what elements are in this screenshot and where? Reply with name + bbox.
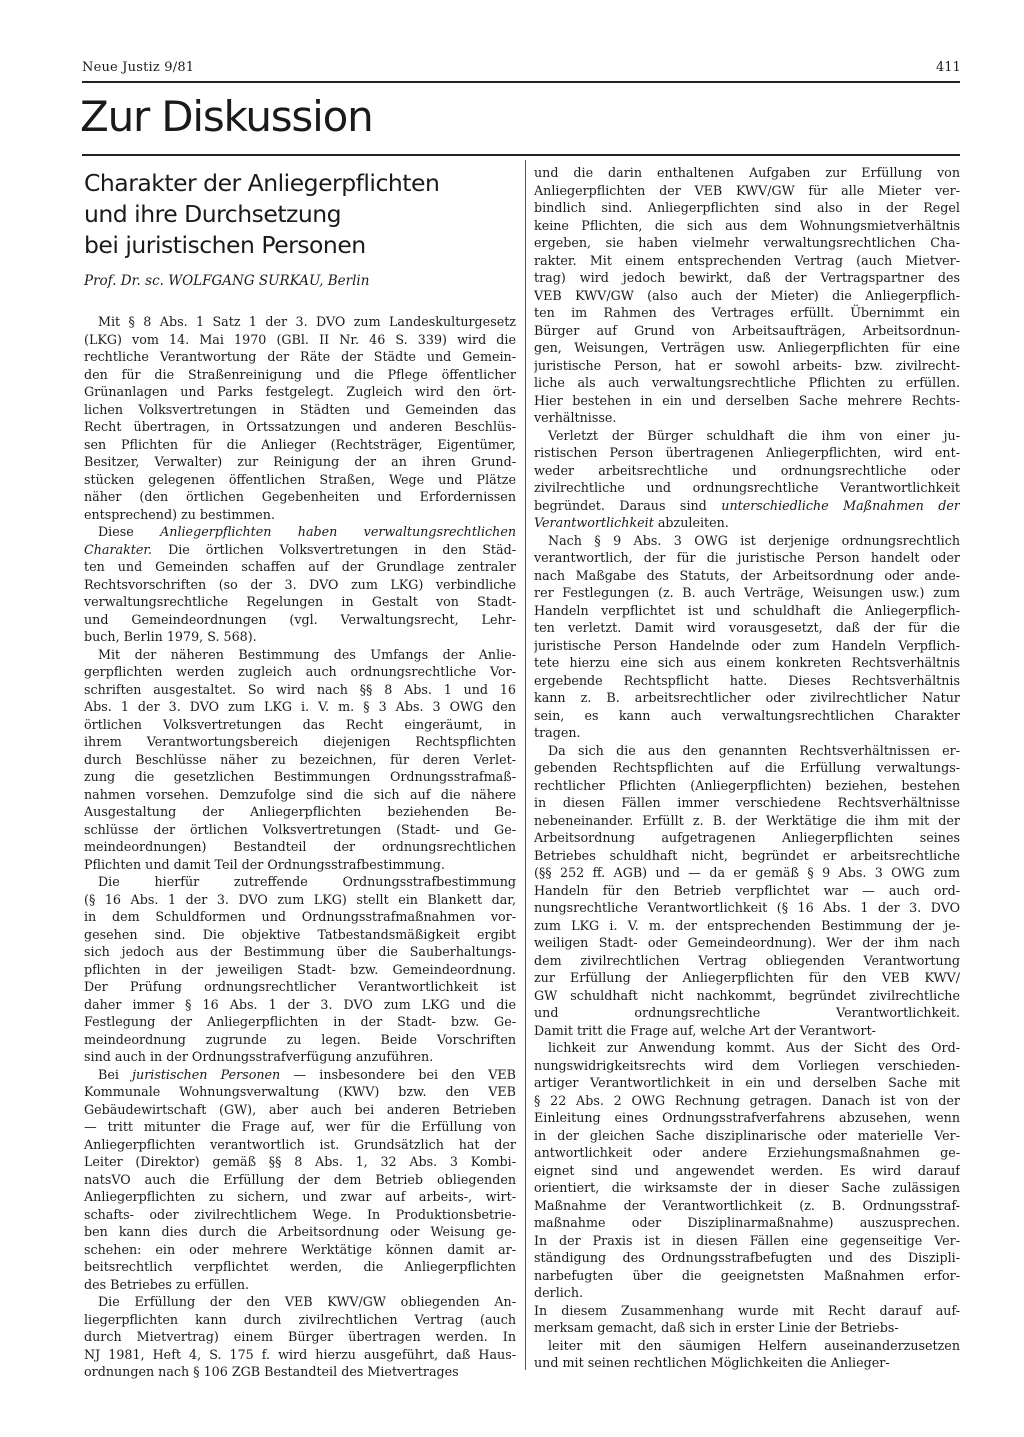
text-line: Pflichten und damit Teil der Ordnungsstrafbestimmung.	[84, 856, 445, 872]
text-line: Abs. 1 der 3. DVO zum LKG i. V. m. § 3 Abs. 3 OWG den	[84, 699, 516, 714]
text-line: zivilrechtliche und ordnungsrechtliche Verantwortlichkeit	[534, 480, 960, 495]
text-line: Betriebes schuldhaft nicht, begründet er arbeitsrechtliche	[534, 847, 960, 863]
column-divider	[525, 160, 526, 1370]
text-line: Besitzer, Verwalter) zur Reinigung der an ihren Grund-	[84, 454, 516, 469]
text-line: Recht übertragen, in Ortssatzungen und anderen Beschlüs-	[84, 419, 516, 434]
text-line: Rechtsvorschriften (so der 3. DVO zum LKG) verbindliche	[84, 576, 516, 592]
text-line: juristische Person Handelnde oder zum Handeln Verpflich-	[534, 637, 960, 653]
text-line: tete hierzu eine sich aus einem konkreten Rechtsverhältnis	[534, 655, 960, 670]
text-line: Maßnahme der Verantwortlichkeit (z. B. Ordnungsstraf-	[534, 1197, 960, 1213]
text-line: Verletzt der Bürger schuldhaft die ihm von einer ju-	[548, 427, 960, 443]
text-line: leiter mit den säumigen Helfern auseinanderzusetzen	[548, 1337, 960, 1353]
text-line: GW schuldhaft nicht nachkommt, begründet zivilrechtliche	[534, 987, 960, 1003]
text-line: liegerpflichten kann durch zivilrechtlichen Vertrag (auch	[84, 1311, 516, 1327]
text-line: Die Erfüllung der den VEB KWV/GW obliegenden An-	[98, 1294, 516, 1309]
text-line: ständigung des Ordnungsstrafbefugten und des Diszipli-	[534, 1250, 960, 1265]
text-line: nungsrechtliche Verantwortlichkeit (§ 16 Abs. 1 der 3. DVO	[534, 900, 960, 915]
text-line: Bei juristischen Personen — insbesondere bei den VEB	[98, 1066, 516, 1082]
text-line: schehen: ein oder mehrere Werktätige können damit ar-	[84, 1241, 516, 1257]
text-line: Verantwortlichkeit abzuleiten.	[534, 515, 729, 530]
text-line: orientiert, die wirksamste der in dieser Sache zulässigen	[534, 1180, 960, 1195]
text-line: rechtlicher Pflichten (Anliegerpflichten) beziehen, bestehen	[534, 777, 960, 793]
text-line: Die hierfür zutreffende Ordnungsstrafbestimmung	[98, 874, 516, 889]
text-line: keine Pflichten, die sich aus dem Wohnungsmietverhältnis	[534, 217, 960, 233]
text-line: Mit § 8 Abs. 1 Satz 1 der 3. DVO zum Landeskulturgesetz	[98, 314, 516, 329]
text-line: ten verletzt. Damit wird vorausgesetzt, daß der für die	[534, 620, 960, 635]
text-line: Hier bestehen in ein und derselben Sache mehrere Rechts-	[534, 392, 960, 408]
text-line: merksam gemacht, daß sich in erster Linie der Betriebs-	[534, 1320, 899, 1335]
text-line: NJ 1981, Heft 4, S. 175 f. wird hierzu ausgeführt, daß Haus-	[84, 1346, 516, 1362]
text-line: tragen.	[534, 725, 581, 740]
section-title: Zur Diskussion	[80, 92, 373, 141]
text-line: In diesem Zusammenhang wurde mit Recht darauf auf-	[534, 1302, 960, 1318]
text-line: durch Mietvertrag) einem Bürger übertragen werden. In	[84, 1329, 516, 1344]
text-line: zur Erfüllung der Anliegerpflichten für den VEB KWV/	[534, 970, 960, 985]
text-line: artiger Verantwortlichkeit in ein und derselben Sache mit	[534, 1075, 960, 1090]
text-line: Da sich die aus den genannten Rechtsverhältnissen er-	[548, 742, 960, 758]
text-line: und ordnungsrechtliche Verantwortlichkeit.	[534, 1005, 960, 1020]
text-line: Einleitung eines Ordnungsstrafverfahrens abzusehen, wenn	[534, 1110, 960, 1125]
text-line: Damit tritt die Frage auf, welche Art der Verantwort-	[534, 1022, 876, 1038]
page-number: 411	[936, 60, 961, 75]
text-line: liche als auch verwaltungsrechtliche Pflichten zu erfüllen.	[534, 375, 960, 390]
text-line: pflichten in der jeweiligen Stadt- bzw. Gemeindeordnung.	[84, 961, 516, 977]
article-title-line: Charakter der Anliegerpflichten	[84, 169, 440, 197]
article-author: Prof. Dr. sc. WOLFGANG SURKAU, Berlin	[84, 273, 370, 289]
text-line: ten im Rahmen des Vertrages erfüllt. Übernimmt ein	[534, 305, 960, 320]
text-line: den für die Straßenreinigung und die Pflege öffentlicher	[84, 366, 516, 382]
text-line: ihrem Verantwortungsbereich diejenigen Rechtspflichten	[84, 734, 516, 749]
text-line: weder arbeitsrechtliche und ordnungsrechtliche oder	[534, 462, 960, 478]
text-line: Festlegung der Anliegerpflichten in der Stadt- bzw. Ge-	[84, 1014, 516, 1029]
text-line: rakter. Mit einem entsprechenden Vertrag (auch Mietver-	[534, 252, 960, 268]
text-line: maßnahme oder Disziplinarmaßnahme) auszusprechen.	[534, 1215, 960, 1230]
text-line: und Gemeindeordnungen (vgl. Verwaltungsrecht, Lehr-	[84, 611, 516, 627]
text-line: durch Beschlüsse näher zu bezeichnen, für deren Verlet-	[84, 751, 516, 767]
text-line: des Betriebes zu erfüllen.	[84, 1276, 250, 1292]
text-line: juristische Person, hat er sowohl arbeits- bzw. zivilrecht-	[534, 357, 960, 373]
text-line: bindlich sind. Anliegerpflichten sind also in der Regel	[534, 200, 960, 215]
text-line: entsprechend) zu bestimmen.	[84, 506, 276, 522]
text-line: nahmen vorsehen. Demzufolge sind die sich auf die nähere	[84, 786, 516, 802]
text-line: Der Prüfung ordnungsrechtlicher Verantwortlichkeit ist	[84, 979, 516, 994]
text-line: verantwortlich, der für die juristische Person handelt oder	[534, 550, 960, 565]
text-line: trag) wird jedoch bewirkt, daß der Vertragspartner des	[534, 270, 960, 285]
text-line: — tritt mitunter die Frage auf, wer für die Erfüllung von	[84, 1119, 516, 1134]
text-line: (§§ 252 ff. AGB) und — da er gemäß § 9 Abs. 3 OWG zum	[534, 865, 960, 880]
text-line: daher immer § 16 Abs. 1 der 3. DVO zum LKG und die	[84, 996, 516, 1012]
text-line: eignet sind und angewendet werden. Es wird darauf	[534, 1162, 960, 1178]
text-line: sein, es kann auch verwaltungsrechtlichen Charakter	[534, 707, 960, 723]
text-line: Anliegerpflichten verantwortlich ist. Grundsätzlich hat der	[84, 1136, 516, 1152]
text-line: meindeordnung zugrunde zu legen. Beide Vorschriften	[84, 1031, 516, 1047]
text-line: dem zivilrechtlichen Vertrag obliegenden Verantwortung	[534, 952, 960, 968]
text-line: Gebäudewirtschaft (GW), aber auch bei anderen Betrieben	[84, 1101, 516, 1117]
text-line: nungswidrigkeitsrechts wird dem Vorliegen verschieden-	[534, 1057, 960, 1073]
text-line: kann z. B. arbeitsrechtlicher oder zivilrechtlicher Natur	[534, 690, 960, 705]
text-line: (§ 16 Abs. 1 der 3. DVO zum LKG) stellt ein Blankett dar,	[84, 891, 516, 907]
text-line: lichkeit zur Anwendung kommt. Aus der Sicht des Ord-	[548, 1040, 960, 1055]
text-line: und mit seinen rechtlichen Möglichkeiten die Anlieger-	[534, 1355, 890, 1370]
text-line: ergeben, sie haben vielmehr verwaltungsrechtlichen Cha-	[534, 235, 960, 250]
text-line: narbefugten über die geeignetsten Maßnahmen erfor-	[534, 1267, 960, 1283]
article-title-line: bei juristischen Personen	[84, 231, 366, 259]
left-text-column	[84, 313, 516, 1381]
text-line: und die darin enthaltenen Aufgaben zur Erfüllung von	[534, 165, 960, 180]
text-line: Kommunale Wohnungsverwaltung (KWV) bzw. den VEB	[84, 1084, 516, 1099]
text-line: schafts- oder zivilrechtlichem Wege. In Produktionsbetrie-	[84, 1206, 516, 1222]
text-line: In der Praxis ist in diesen Fällen eine gegenseitige Ver-	[534, 1232, 960, 1248]
text-line: in dem Schuldformen und Ordnungsstrafmaßnahmen vor-	[84, 909, 516, 924]
text-line: näher (den örtlichen Gegebenheiten und Erfordernissen	[84, 489, 516, 504]
text-line: ergebende Rechtspflicht hatte. Dieses Rechtsverhältnis	[534, 672, 960, 688]
text-line: verhältnisse.	[534, 410, 617, 425]
text-line: beitsrechtlich verpflichtet werden, die Anliegerpflichten	[84, 1259, 516, 1274]
text-line: nach Maßgabe des Statuts, der Arbeitsordnung oder ande-	[534, 567, 960, 583]
article-title-line: und ihre Durchsetzung	[84, 200, 342, 228]
text-line: buch, Berlin 1979, S. 568).	[84, 629, 257, 644]
text-line: begründet. Daraus sind unterschiedliche Maßnahmen der	[534, 497, 960, 513]
text-line: in der gleichen Sache disziplinarische oder materielle Ver-	[534, 1127, 960, 1143]
text-line: ordnungen nach § 106 ZGB Bestandteil des Mietvertrages	[84, 1364, 459, 1379]
text-line: schriften ausgestaltet. So wird nach §§ 8 Abs. 1 und 16	[84, 681, 516, 697]
text-line: Ausgestaltung der Anliegerpflichten beziehenden Be-	[84, 804, 516, 819]
text-line: antwortlichkeit oder andere Erziehungsmaßnahmen ge-	[534, 1145, 960, 1160]
text-line: rer Festlegungen (z. B. auch Verträge, Weisungen usw.) zum	[534, 585, 960, 600]
text-line: Charakter. Die örtlichen Volksvertretungen in den Städ-	[84, 541, 516, 557]
text-line: § 22 Abs. 2 OWG Rechnung getragen. Danach ist von der	[534, 1092, 960, 1108]
text-line: ristischen Person übertragenen Anliegerpflichten, wird ent-	[534, 445, 960, 460]
text-line: weiligen Stadt- oder Gemeindeordnung). Wer der ihm nach	[534, 935, 960, 950]
text-line: Arbeitsordnung aufgetragenen Anliegerpflichten seines	[534, 830, 960, 845]
text-line: ben kann dies durch die Arbeitsordnung oder Weisung ge-	[84, 1224, 516, 1239]
header-rule	[82, 81, 960, 83]
text-line: verwaltungsrechtliche Regelungen in Gestalt von Stadt-	[84, 594, 516, 609]
text-line: meindeordnungen) Bestandteil der ordnungsrechtlichen	[84, 839, 516, 854]
text-line: stücken gelegenen öffentlichen Straßen, Wege und Plätze	[84, 471, 516, 487]
text-line: Grünanlagen und Parks festgelegt. Zugleich wird den ört-	[84, 384, 516, 399]
text-line: sind auch in der Ordnungsstrafverfügung anzuführen.	[84, 1049, 434, 1064]
text-line: Mit der näheren Bestimmung des Umfangs der Anlie-	[98, 646, 516, 662]
text-line: Handeln für den Betrieb verpflichtet war — auch ord-	[534, 882, 960, 898]
section-rule	[82, 154, 960, 156]
text-line: Anliegerpflichten zu sichern, und zwar auf arbeits-, wirt-	[84, 1189, 516, 1204]
text-line: Bürger auf Grund von Arbeitsaufträgen, Arbeitsordnun-	[534, 322, 960, 338]
right-text-column	[534, 164, 960, 1372]
text-line: Nach § 9 Abs. 3 OWG ist derjenige ordnungsrechtlich	[548, 532, 960, 548]
text-line: Leiter (Direktor) gemäß §§ 8 Abs. 1, 32 Abs. 3 Kombi-	[84, 1154, 516, 1169]
text-line: nebeneinander. Erfüllt z. B. der Werktätige die ihm mit der	[534, 812, 960, 828]
text-line: Diese Anliegerpflichten haben verwaltungsrechtlichen	[98, 524, 516, 539]
text-line: Anliegerpflichten der VEB KWV/GW für alle Mieter ver-	[534, 182, 960, 198]
text-line: (LKG) vom 14. Mai 1970 (GBl. II Nr. 46 S. 339) wird die	[84, 331, 516, 347]
text-line: gesehen sind. Die objektive Tatbestandsmäßigkeit ergibt	[84, 926, 516, 942]
text-line: gerpflichten werden zugleich auch ordnungsrechtliche Vor-	[84, 664, 516, 679]
text-line: sen Pflichten für die Anlieger (Rechtsträger, Eigentümer,	[84, 436, 516, 452]
text-line: zung die gesetzlichen Bestimmungen Ordnungsstrafmaß-	[84, 769, 516, 784]
text-line: zum LKG i. V. m. der entsprechenden Bestimmung der je-	[534, 917, 960, 933]
running-head: Neue Justiz 9/81	[82, 60, 195, 75]
text-line: in diesen Fällen immer verschiedene Rechtsverhältnisse	[534, 795, 960, 810]
text-line: örtlichen Volksvertretungen das Recht eingeräumt, in	[84, 716, 516, 732]
article-title	[84, 168, 439, 261]
text-line: ten und Gemeinden schaffen auf der Grundlage zentraler	[84, 559, 516, 574]
text-line: lichen Volksvertretungen in Städten und Gemeinden das	[84, 401, 516, 417]
text-line: gen, Weisungen, Verträgen usw. Anliegerpflichten für eine	[534, 340, 960, 355]
text-line: gebenden Rechtspflichten auf die Erfüllung verwaltungs-	[534, 760, 960, 775]
text-line: derlich.	[534, 1285, 584, 1300]
text-line: sich jedoch aus der Bestimmung über die Sauberhaltungs-	[84, 944, 516, 959]
text-line: VEB KWV/GW (also auch der Mieter) die Anliegerpflich-	[534, 287, 960, 303]
text-line: Handeln verpflichtet ist und schuldhaft die Anliegerpflich-	[534, 602, 960, 618]
text-line: rechtliche Verantwortung der Räte der Städte und Gemein-	[84, 349, 516, 364]
text-line: schlüsse der örtlichen Volksvertretungen (Stadt- und Ge-	[84, 821, 516, 837]
text-line: natsVO auch die Erfüllung der dem Betrieb obliegenden	[84, 1171, 516, 1187]
